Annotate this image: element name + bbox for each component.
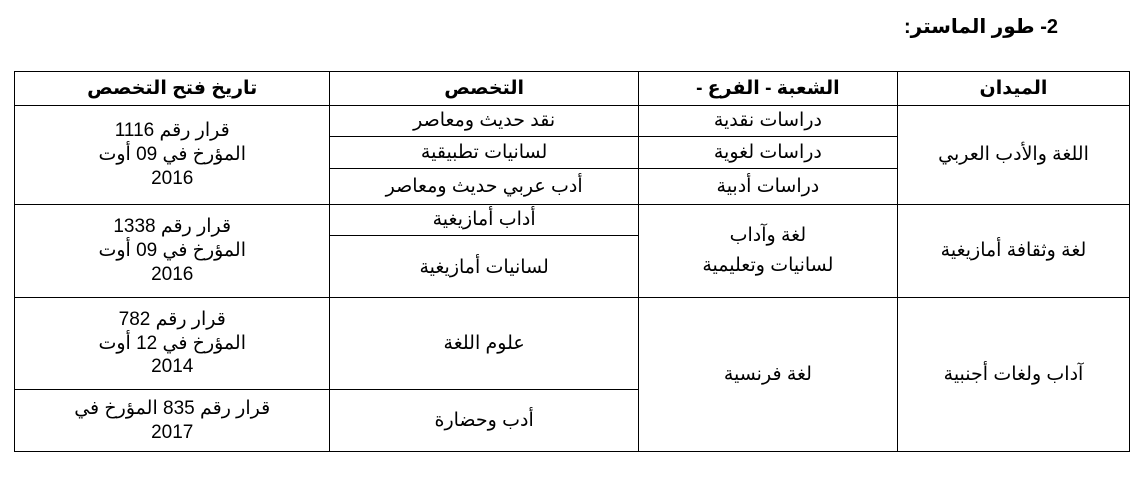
header-date: تاريخ فتح التخصص xyxy=(15,72,330,106)
date-cell xyxy=(15,298,330,390)
date-line: 2016 xyxy=(151,167,194,189)
header-branch: الشعبة - الفرع - xyxy=(638,72,897,106)
header-field: الميدان xyxy=(897,72,1129,106)
date-cell xyxy=(15,390,330,452)
master-table xyxy=(14,71,1130,452)
branch-line: لغة وآداب xyxy=(729,225,807,247)
specialty-cell: لسانيات تطبيقية xyxy=(330,137,638,169)
specialty-cell: أدب عربي حديث ومعاصر xyxy=(330,169,638,205)
date-line: قرار رقم 782 xyxy=(118,308,226,330)
branch-cell: دراسات أدبية xyxy=(638,169,897,205)
branch-cell: دراسات لغوية xyxy=(638,137,897,169)
specialty-cell: علوم اللغة xyxy=(330,298,638,390)
date-line: المؤرخ في 12 أوت xyxy=(98,332,246,354)
table-row xyxy=(15,298,1130,390)
date-line: قرار رقم 1338 xyxy=(113,216,232,238)
field-cell: لغة وثقافة أمازيغية xyxy=(897,205,1129,298)
date-line: المؤرخ في 09 أوت xyxy=(98,144,246,166)
table-header-row xyxy=(15,72,1130,106)
field-cell: آداب ولغات أجنبية xyxy=(897,298,1129,452)
header-specialty: التخصص xyxy=(330,72,638,106)
date-line: قرار رقم 1116 xyxy=(114,120,230,142)
specialty-cell: أداب أمازيغية xyxy=(330,205,638,236)
date-line: 2014 xyxy=(151,356,194,378)
field-cell: اللغة والأدب العربي xyxy=(897,106,1129,205)
branch-line: لسانيات وتعليمية xyxy=(702,255,834,276)
branch-cell: دراسات نقدية xyxy=(638,106,897,137)
specialty-cell: نقد حديث ومعاصر xyxy=(330,106,638,137)
table-row xyxy=(15,205,1130,236)
specialty-cell: أدب وحضارة xyxy=(330,390,638,452)
table-row xyxy=(15,106,1130,137)
branch-cell xyxy=(638,205,897,298)
date-line: 2016 xyxy=(151,263,194,285)
date-line: قرار رقم 835 المؤرخ في xyxy=(74,397,271,419)
date-line: المؤرخ في 09 أوت xyxy=(98,240,246,262)
date-cell xyxy=(15,205,330,298)
section-heading: 2- طور الماستر: xyxy=(903,16,1058,38)
date-cell xyxy=(15,106,330,205)
date-line: 2017 xyxy=(151,421,194,443)
specialty-cell: لسانيات أمازيغية xyxy=(330,236,638,298)
branch-cell: لغة فرنسية xyxy=(638,298,897,452)
